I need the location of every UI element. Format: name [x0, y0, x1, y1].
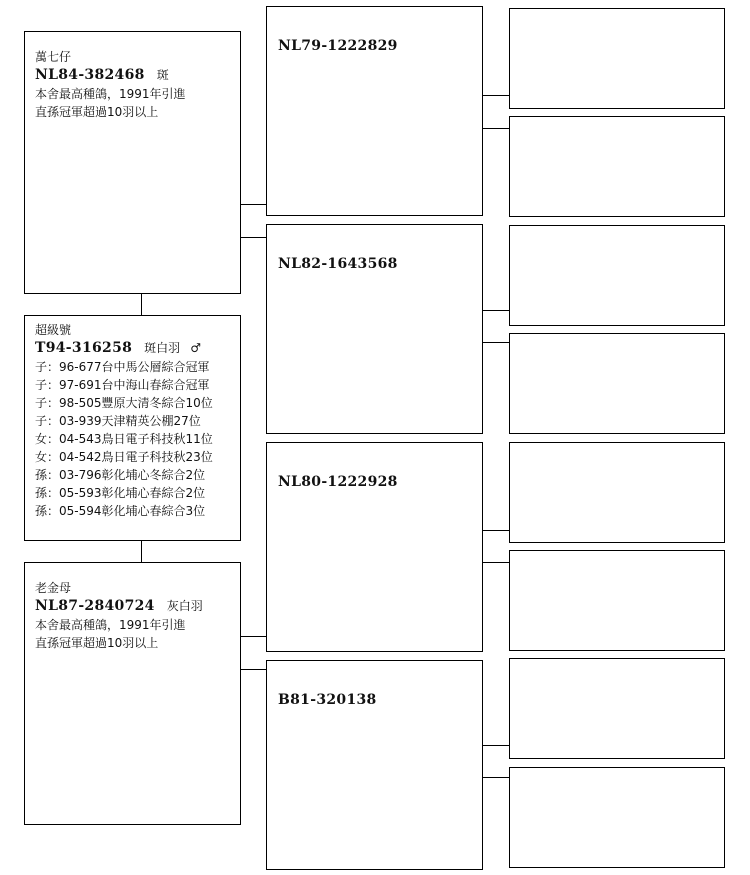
achievement-item: 孫：05-593彰化埔心春綜合2位 [35, 486, 206, 500]
great-grandparent-box [509, 442, 725, 543]
sire-nickname: 萬七仔 [35, 50, 72, 64]
great-grandparent-box [509, 767, 725, 868]
achievement-item: 女：04-542鳥日電子科技秋23位 [35, 450, 213, 464]
connector-line [241, 204, 267, 205]
sire-note: 直孫冠軍超過10羽以上 [35, 105, 159, 119]
great-grandparent-box [509, 225, 725, 326]
dam-note: 直孫冠軍超過10羽以上 [35, 636, 159, 650]
connector-line [241, 237, 267, 238]
dam-ring-number [35, 597, 230, 616]
connector-line [483, 95, 510, 96]
dam-nickname: 老金母 [35, 581, 72, 595]
great-grandparent-box [509, 116, 725, 217]
sire-ring-number [35, 66, 230, 85]
connector-line [483, 128, 510, 129]
great-grandparent-box [509, 333, 725, 434]
grandparent-box [266, 224, 483, 434]
subject-box [24, 315, 241, 541]
dam-ring-text: NL87-2840724 [35, 598, 155, 614]
grandparent-ring-number: NL82-1643568 [278, 256, 398, 272]
grandparent-ring-number: NL79-1222829 [278, 38, 398, 54]
connector-line [241, 669, 267, 670]
sire-ring-text: NL84-382468 [35, 67, 145, 83]
connector-line [483, 530, 510, 531]
sire-box [24, 31, 241, 294]
grandparent-box [266, 6, 483, 216]
subject-ring-text: T94-316258 [35, 340, 133, 356]
grandparent-ring-number: B81-320138 [278, 692, 377, 708]
dam-note: 本舍最高種鴿，1991年引進 [35, 618, 186, 632]
subject-nickname: 超級號 [35, 323, 72, 337]
subject-color: 斑白羽 [144, 341, 181, 355]
achievement-item: 女：04-543鳥日電子科技秋11位 [35, 432, 213, 446]
connector-line [483, 745, 510, 746]
achievement-item: 子：96-677台中馬公層綜合冠軍 [35, 360, 210, 374]
connector-line [141, 541, 142, 563]
subject-ring-number [35, 339, 230, 358]
grandparent-box [266, 660, 483, 870]
grandparent-ring-number: NL80-1222928 [278, 474, 398, 490]
great-grandparent-box [509, 8, 725, 109]
connector-line [241, 636, 267, 637]
achievement-item: 子：98-505豐原大清冬綜合10位 [35, 396, 213, 410]
achievement-item: 子：97-691台中海山春綜合冠軍 [35, 378, 210, 392]
great-grandparent-box [509, 550, 725, 651]
male-symbol-icon: ♂ [190, 341, 202, 355]
connector-line [141, 294, 142, 316]
achievement-item: 子：03-939天津精英公棚27位 [35, 414, 201, 428]
connector-line [483, 342, 510, 343]
connector-line [483, 777, 510, 778]
grandparent-box [266, 442, 483, 652]
dam-box [24, 562, 241, 825]
great-grandparent-box [509, 658, 725, 759]
sire-color: 斑 [156, 68, 169, 82]
dam-color: 灰白羽 [166, 599, 203, 613]
connector-line [483, 310, 510, 311]
achievement-item: 孫：05-594彰化埔心春綜合3位 [35, 504, 206, 518]
sire-note: 本舍最高種鴿，1991年引進 [35, 87, 186, 101]
connector-line [483, 562, 510, 563]
achievement-item: 孫：03-796彰化埔心冬綜合2位 [35, 468, 206, 482]
